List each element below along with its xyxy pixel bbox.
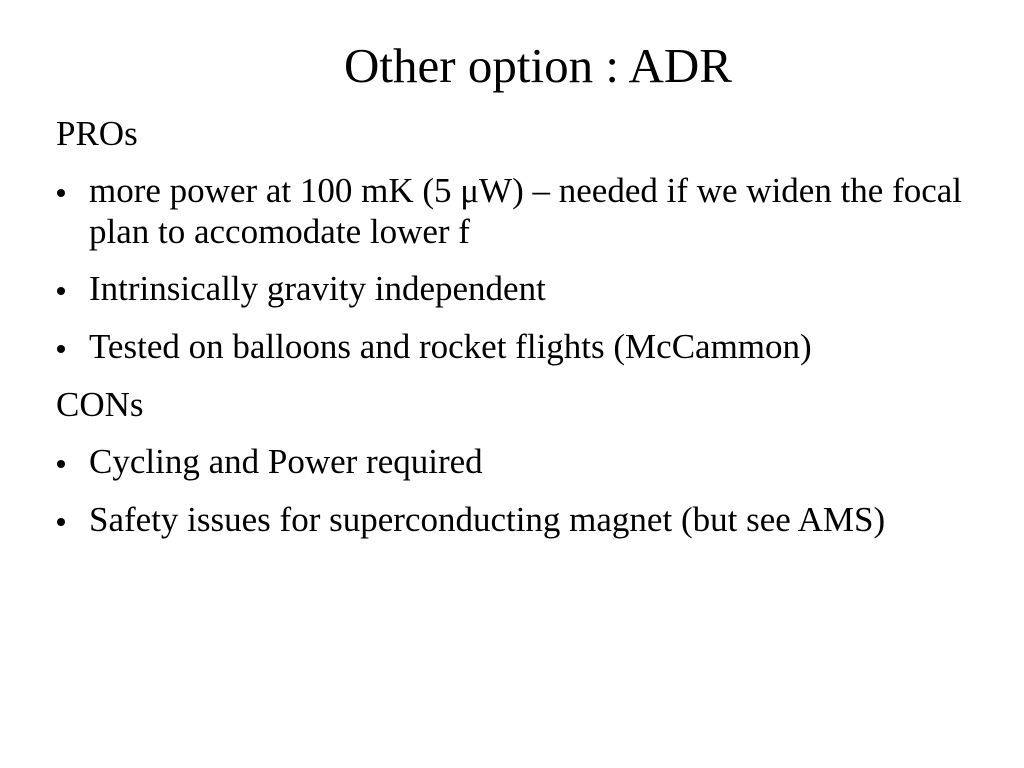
cons-item [56,499,976,540]
pros-item [56,268,976,310]
bullet-icon [57,518,65,526]
pros-item [56,170,976,252]
bullet-icon [57,189,65,197]
cons-heading: CONs [56,385,144,424]
bullet-icon [57,287,65,295]
slide-title: Other option : ADR [344,38,732,93]
pros-item-text: more power at 100 mK (5 μW) – needed if we widen the focal plan to accomodate lower f [89,171,963,251]
cons-item [56,441,976,483]
bullet-icon [57,460,65,468]
pros-heading: PROs [56,114,138,153]
bullet-icon [57,345,65,353]
cons-item-text: Safety issues for superconducting magnet (but see AMS) [89,500,886,539]
cons-item-text: Cycling and Power required [89,442,483,481]
pros-list [56,170,976,368]
pros-item-text: Tested on balloons and rocket flights (McCammon) [89,327,812,366]
slide-body [56,113,976,556]
pros-item-text: Intrinsically gravity independent [89,269,546,308]
cons-list [56,441,976,540]
pros-item [56,326,976,368]
